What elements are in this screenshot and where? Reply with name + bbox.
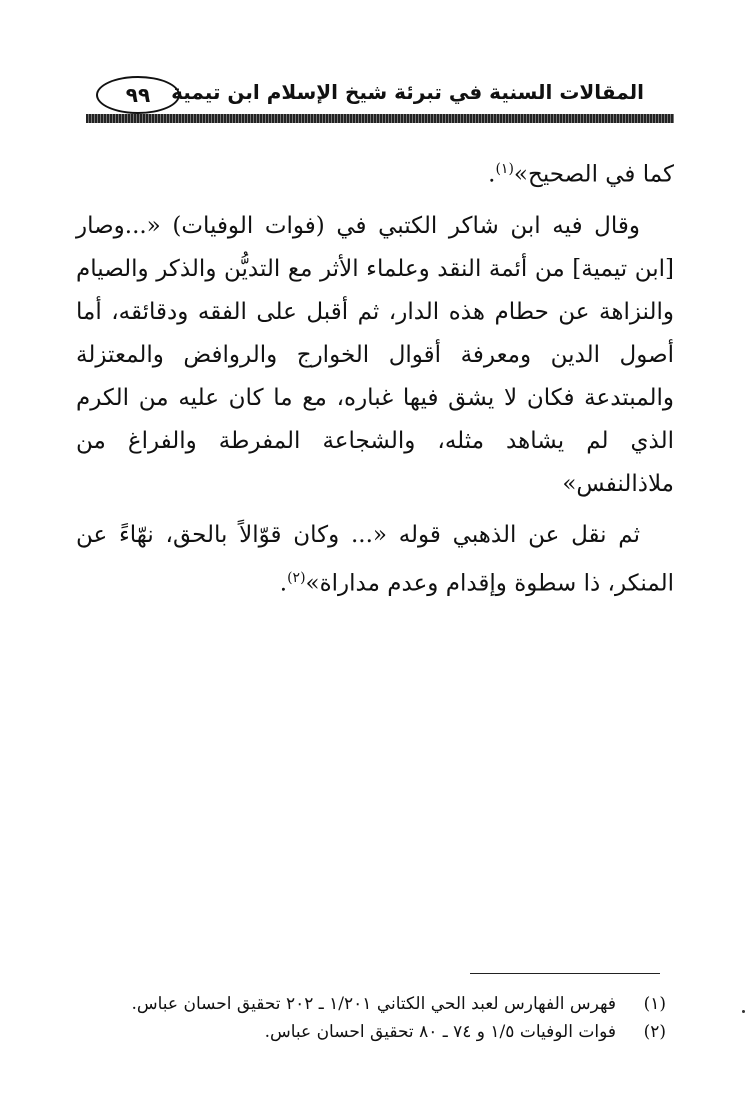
footnote-separator — [470, 973, 660, 974]
footnote-ref-1: (١) — [495, 161, 514, 177]
scan-speck — [742, 1010, 745, 1013]
footnote-text: فهرس الفهارس لعبد الحي الكتاني ١/٢٠١ ـ ٢٠٢ تحقيق احسان عباس. — [131, 994, 616, 1014]
paragraph-1 — [76, 148, 674, 197]
footnote-ref-2: (٢) — [287, 569, 306, 586]
main-text — [76, 148, 674, 613]
paragraph-3-end: . — [279, 570, 288, 597]
footnote-number: (٢) — [643, 1022, 666, 1042]
running-header-title: المقالات السنية في تبرئة شيخ الإسلام ابن تيمية — [171, 80, 644, 104]
footnotes — [106, 990, 666, 1046]
footnote-item — [106, 990, 666, 1018]
paragraph-2: وقال فيه ابن شاكر الكتبي في (فوات الوفيات) «...وصار [ابن تيمية] من أئمة النقد وعلماء الأثر مع التديُّن والذكر والصيام والنزاهة عن حطام هذه الدار، ثم أقبل على الفقه ودقائقه، أما أصول الدين ومعرفة أقوال الخوارج والروافض والمعتزلة والمبتدعة فكان لا يشق فيها غباره، مع ما كان عليه من الكرم الذي لم يشاهد مثله، والشجاعة المفرطة والفراغ من ملاذالنفس» — [76, 212, 674, 497]
header-rule — [86, 114, 674, 123]
paragraph-3 — [76, 514, 674, 606]
footnote-number: (١) — [643, 994, 666, 1014]
footnote-item — [106, 1018, 666, 1046]
footnote-text: فوات الوفيات ١/٥ و ٧٤ ـ ٨٠ تحقيق احسان عباس. — [264, 1022, 616, 1042]
paragraph-1-text: كما في الصحيح» — [513, 161, 674, 188]
paragraph-1-end: . — [488, 161, 496, 188]
paragraph-3-text: ثم نقل عن الذهبي قوله «... وكان قوّالاً بالحق، نهّاءً عن المنكر، ذا سطوة وإقدام وعدم مداراة» — [76, 521, 674, 597]
page-number: ٩٩ — [96, 76, 180, 114]
